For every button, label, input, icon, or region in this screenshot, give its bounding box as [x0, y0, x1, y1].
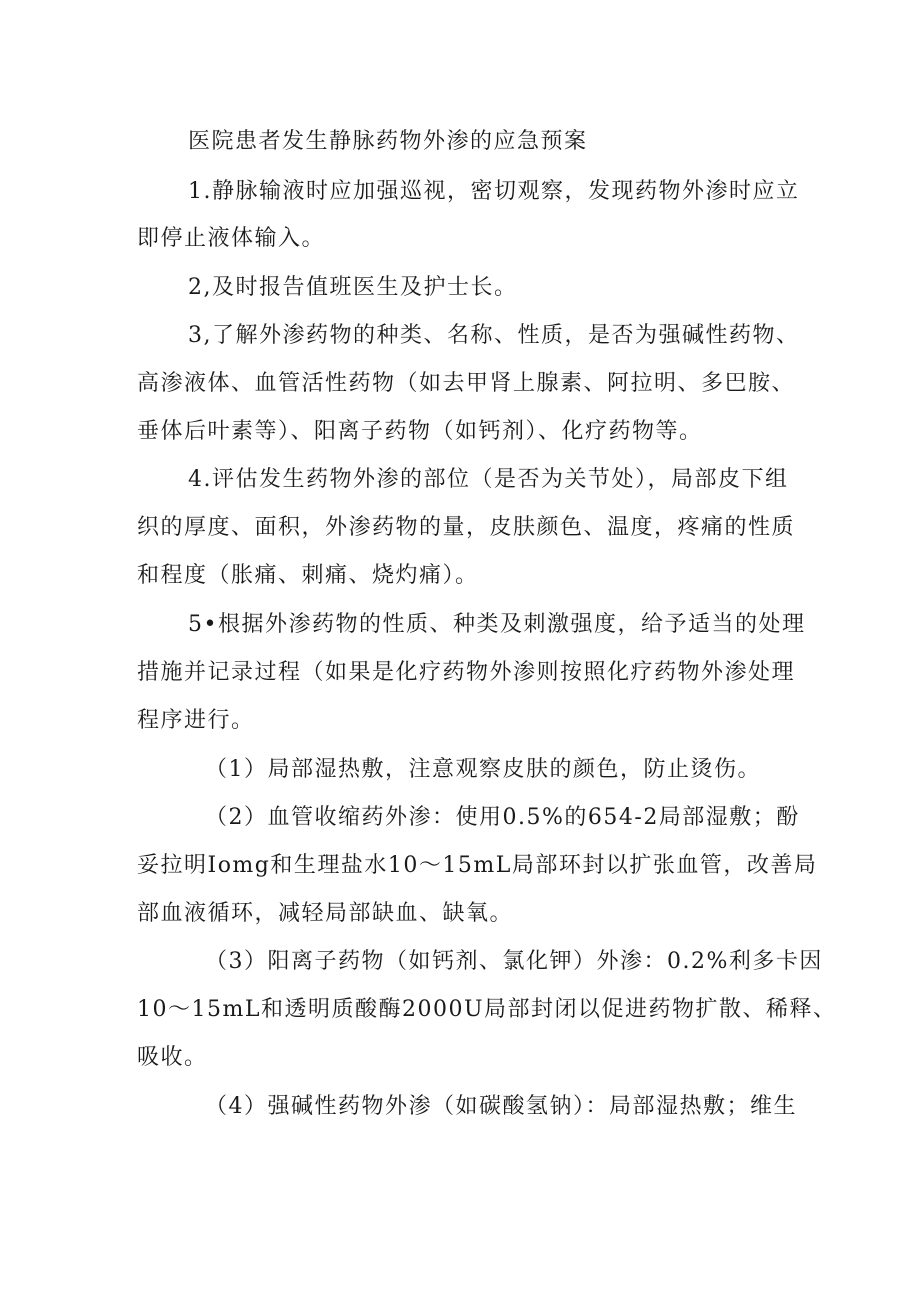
paragraph-4-line-3: 和程度（胀痛、刺痛、烧灼痛）。: [137, 563, 479, 588]
paragraph-4-line-1: 4.评估发生药物外渗的部位（是否为关节处），局部皮下组: [188, 467, 789, 492]
sub-item-2-line-3: 部血液循环，减轻局部缺血、缺氧。: [137, 901, 514, 926]
paragraph-3-line-3: 垂体后叶素等）、阳离子药物（如钙剂）、化疗药物等。: [137, 419, 703, 444]
paragraph-3-line-1: 3,了解外渗药物的种类、名称、性质，是否为强碱性药物、: [188, 323, 800, 348]
document-title: 医院患者发生静脉药物外渗的应急预案: [188, 129, 588, 154]
paragraph-1-line-1: 1.静脉输液时应加强巡视，密切观察，发现药物外渗时应立: [188, 179, 800, 204]
sub-item-4-line-1: （4）强碱性药物外渗（如碳酸氢钠）：局部湿热敷；维生: [205, 1094, 797, 1119]
paragraph-3-line-2: 高渗液体、血管活性药物（如去甲肾上腺素、阿拉明、多巴胺、: [137, 371, 796, 396]
sub-item-3-line-1: （3）阳离子药物（如钙剂、氯化钾）外渗：0.2%利多卡因: [205, 949, 823, 974]
paragraph-1-line-2: 即停止液体输入。: [137, 226, 326, 251]
paragraph-5-line-2: 措施并记录过程（如果是化疗药物外渗则按照化疗药物外渗处理: [137, 660, 796, 685]
sub-item-2-line-2: 妥拉明Iomg和生理盐水10～15mL局部环封以扩张血管，改善局: [137, 853, 818, 878]
sub-item-1-line-1: （1）局部湿热敷，注意观察皮肤的颜色，防止烫伤。: [205, 757, 761, 782]
sub-item-2-line-1: （2）血管收缩药外渗：使用0.5%的654-2局部湿敷；酚: [205, 805, 800, 830]
sub-item-3-line-2: 10～15mL和透明质酸酶2000U局部封闭以促进药物扩散、稀释、: [137, 997, 837, 1022]
paragraph-5-line-3: 程序进行。: [137, 708, 255, 733]
paragraph-4-line-2: 织的厚度、面积，外渗药物的量，皮肤颜色、温度，疼痛的性质: [137, 515, 796, 540]
sub-item-3-line-3: 吸收。: [137, 1045, 208, 1070]
paragraph-2-line-1: 2,及时报告值班医生及护士长。: [188, 275, 518, 300]
paragraph-5-line-1: 5•根据外渗药物的性质、种类及刺激强度，给予适当的处理: [188, 612, 806, 637]
